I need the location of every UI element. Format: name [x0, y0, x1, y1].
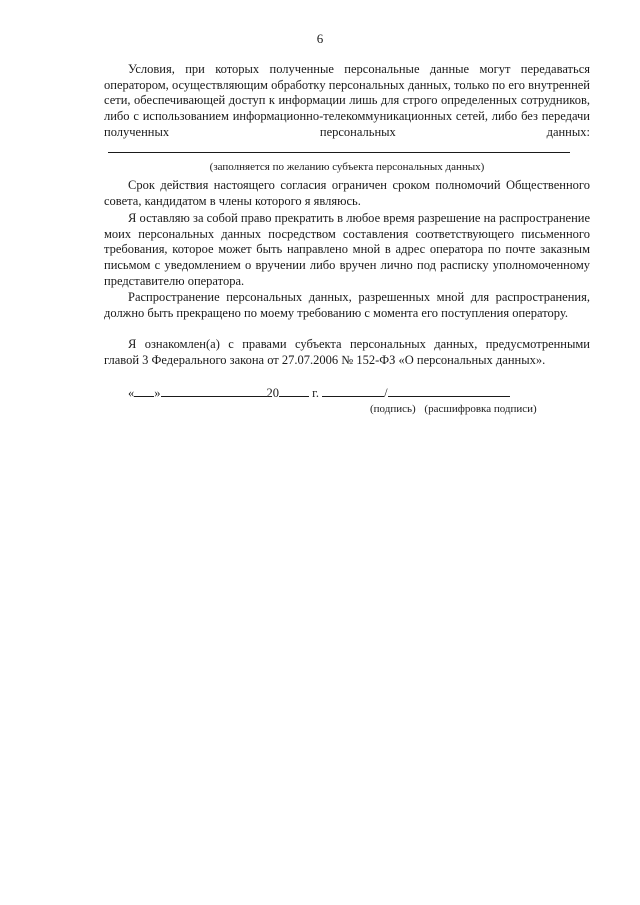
quote-close: » [154, 386, 161, 400]
quote-open: « [128, 386, 135, 400]
paragraph-revocation-right: Я оставляю за собой право прекратить в любое время разрешение на распространение моих персональных данных посредством составления соответствующего письменного требования, которое может быть направлено мной в адрес оператора по почте заказным письмом с уведомлением о вручении либо вручен лично под расписку уполномоченному представителю оператора. [104, 211, 590, 288]
page-number: 6 [316, 31, 324, 46]
paragraph-validity: Срок действия настоящего согласия ограничен сроком полномочий Общественного совета, кандидатом в члены которого я являюсь. [104, 178, 590, 208]
year-blank[interactable] [279, 385, 309, 397]
paragraph-transfer-conditions [104, 62, 590, 157]
year-suffix: г. [312, 386, 319, 400]
signature-slash: / [384, 386, 388, 400]
fill-caption: (заполняется по желанию субъекта персональных данных) [209, 161, 485, 173]
signature-decoding-blank[interactable] [388, 385, 510, 397]
signature-blank[interactable] [322, 385, 384, 397]
signature-captions [370, 403, 537, 415]
month-blank[interactable] [161, 385, 267, 397]
paragraph-acknowledgement: Я ознакомлен(а) с правами субъекта персональных данных, предусмотренными главой 3 Федерального закона от 27.07.2006 № 152-ФЗ «О персональных данных». [104, 337, 590, 367]
decoding-caption: (расшифровка подписи) [424, 403, 537, 415]
paragraph-termination: Распространение персональных данных, разрешенных мной для распространения, должно быть прекращено по моему требованию с момента его поступления оператору. [104, 290, 590, 320]
day-blank[interactable] [134, 385, 154, 397]
transfer-conditions-text: Условия, при которых полученные персональные данные могут передаваться оператором, осуществляющим обработку персональных данных, только по его внутренней сети, обеспечивающей доступ к информации лишь для строго определенных сотрудников, либо с использованием информационно-телекоммуникационных сетей, либо без передачи полученных персональных данных: [104, 62, 590, 139]
date-signature-line [128, 385, 510, 401]
year-prefix: 20 [266, 386, 279, 400]
signature-caption: (подпись) [370, 403, 416, 415]
transfer-method-blank[interactable] [108, 141, 570, 153]
